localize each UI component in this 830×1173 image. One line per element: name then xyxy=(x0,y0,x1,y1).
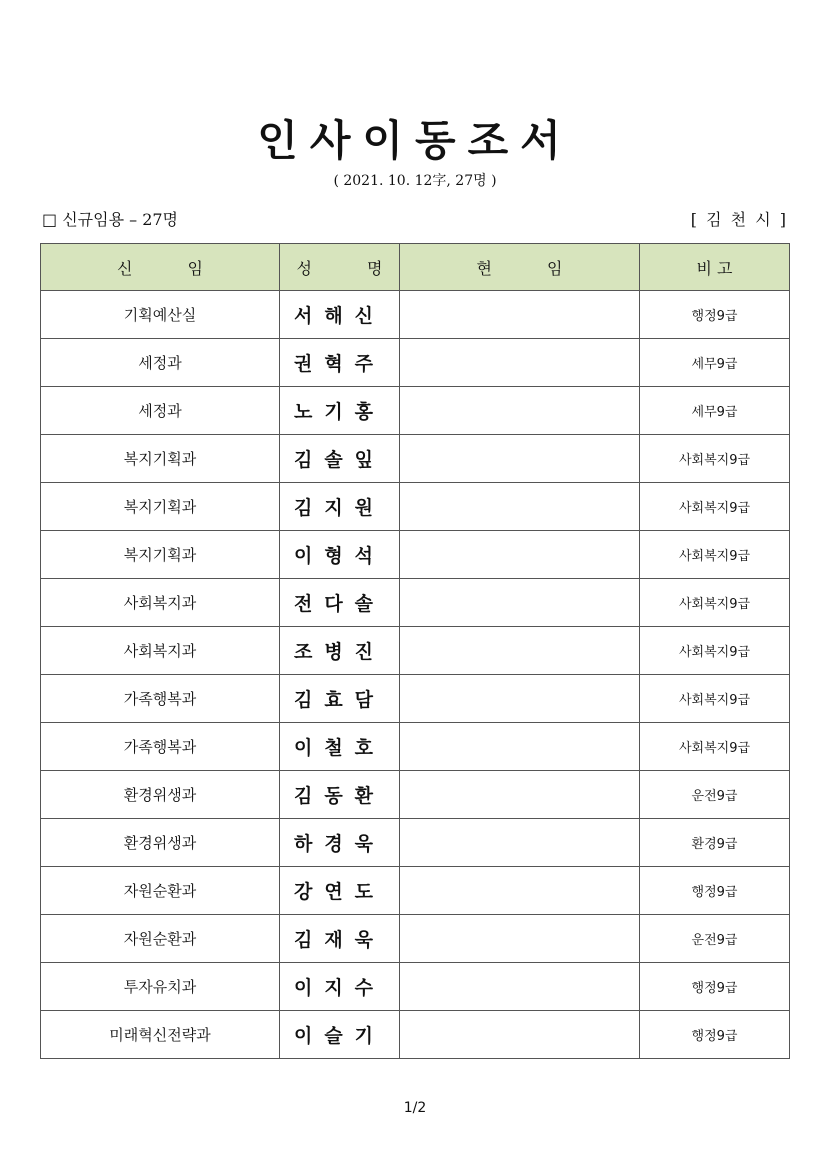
new-position-cell: 환경위생과 xyxy=(41,771,280,819)
table-row xyxy=(41,435,790,483)
remarks-cell: 운전9급 xyxy=(640,915,790,963)
table-row xyxy=(41,387,790,435)
header-current-position: 현 임 xyxy=(400,244,640,291)
new-position-cell: 가족행복과 xyxy=(41,723,280,771)
name-cell: 하경욱 xyxy=(280,819,400,867)
current-position-cell xyxy=(400,579,640,627)
remarks-cell: 운전9급 xyxy=(640,771,790,819)
table-row xyxy=(41,291,790,339)
new-position-cell: 복지기획과 xyxy=(41,483,280,531)
name-cell: 이지수 xyxy=(280,963,400,1011)
name-cell: 권혁주 xyxy=(280,339,400,387)
remarks-cell: 사회복지9급 xyxy=(640,531,790,579)
section-label: □ 신규임용 – 27명 xyxy=(42,210,179,229)
current-position-cell xyxy=(400,387,640,435)
name-cell: 전다솔 xyxy=(280,579,400,627)
current-position-cell xyxy=(400,339,640,387)
current-position-cell xyxy=(400,627,640,675)
document-subtitle: ( 2021. 10. 12字, 27명 ) xyxy=(333,173,497,189)
table-row xyxy=(41,867,790,915)
remarks-cell: 사회복지9급 xyxy=(640,435,790,483)
current-position-cell xyxy=(400,867,640,915)
name-cell: 노기홍 xyxy=(280,387,400,435)
current-position-cell xyxy=(400,915,640,963)
new-position-cell: 복지기획과 xyxy=(41,435,280,483)
remarks-cell: 행정9급 xyxy=(640,963,790,1011)
new-position-cell: 세정과 xyxy=(41,339,280,387)
new-position-cell: 세정과 xyxy=(41,387,280,435)
name-cell: 김재욱 xyxy=(280,915,400,963)
name-cell: 조병진 xyxy=(280,627,400,675)
name-cell: 김지원 xyxy=(280,483,400,531)
new-position-cell: 미래혁신전략과 xyxy=(41,1011,280,1059)
name-cell: 서해신 xyxy=(280,291,400,339)
header-new-position: 신 임 xyxy=(41,244,280,291)
table-row xyxy=(41,723,790,771)
remarks-cell: 행정9급 xyxy=(640,1011,790,1059)
name-cell: 이철호 xyxy=(280,723,400,771)
name-cell: 김동환 xyxy=(280,771,400,819)
remarks-cell: 사회복지9급 xyxy=(640,579,790,627)
name-cell: 강연도 xyxy=(280,867,400,915)
name-cell: 이형석 xyxy=(280,531,400,579)
table-row xyxy=(41,627,790,675)
table-body xyxy=(41,291,790,1059)
new-position-cell: 가족행복과 xyxy=(41,675,280,723)
current-position-cell xyxy=(400,435,640,483)
table-row xyxy=(41,819,790,867)
table-row xyxy=(41,531,790,579)
remarks-cell: 사회복지9급 xyxy=(640,627,790,675)
header-remarks: 비 고 xyxy=(640,244,790,291)
table-row xyxy=(41,771,790,819)
name-cell: 이슬기 xyxy=(280,1011,400,1059)
table-row xyxy=(41,915,790,963)
new-position-cell: 복지기획과 xyxy=(41,531,280,579)
current-position-cell xyxy=(400,531,640,579)
current-position-cell xyxy=(400,483,640,531)
current-position-cell xyxy=(400,963,640,1011)
section-header xyxy=(42,207,788,233)
document-title: 인사이동조서 xyxy=(257,116,573,165)
new-position-cell: 환경위생과 xyxy=(41,819,280,867)
header-name: 성 명 xyxy=(280,244,400,291)
remarks-cell: 사회복지9급 xyxy=(640,675,790,723)
remarks-cell: 세무9급 xyxy=(640,387,790,435)
name-cell: 김솔잎 xyxy=(280,435,400,483)
remarks-cell: 사회복지9급 xyxy=(640,483,790,531)
new-position-cell: 사회복지과 xyxy=(41,579,280,627)
table-row xyxy=(41,339,790,387)
current-position-cell xyxy=(400,291,640,339)
remarks-cell: 세무9급 xyxy=(640,339,790,387)
current-position-cell xyxy=(400,771,640,819)
remarks-cell: 행정9급 xyxy=(640,867,790,915)
table-row xyxy=(41,963,790,1011)
new-position-cell: 자원순환과 xyxy=(41,867,280,915)
new-position-cell: 기획예산실 xyxy=(41,291,280,339)
remarks-cell: 행정9급 xyxy=(640,291,790,339)
table-row xyxy=(41,579,790,627)
new-position-cell: 투자유치과 xyxy=(41,963,280,1011)
current-position-cell xyxy=(400,675,640,723)
new-position-cell: 자원순환과 xyxy=(41,915,280,963)
current-position-cell xyxy=(400,819,640,867)
new-position-cell: 사회복지과 xyxy=(41,627,280,675)
name-cell: 김효담 xyxy=(280,675,400,723)
organization-label: [ 김 천 시 ] xyxy=(690,210,788,229)
current-position-cell xyxy=(400,723,640,771)
remarks-cell: 사회복지9급 xyxy=(640,723,790,771)
personnel-table xyxy=(40,243,790,1059)
table-row xyxy=(41,483,790,531)
page-number: 1/2 xyxy=(403,1100,427,1116)
remarks-cell: 환경9급 xyxy=(640,819,790,867)
table-header-row xyxy=(41,244,790,291)
current-position-cell xyxy=(400,1011,640,1059)
table-row xyxy=(41,1011,790,1059)
table-row xyxy=(41,675,790,723)
